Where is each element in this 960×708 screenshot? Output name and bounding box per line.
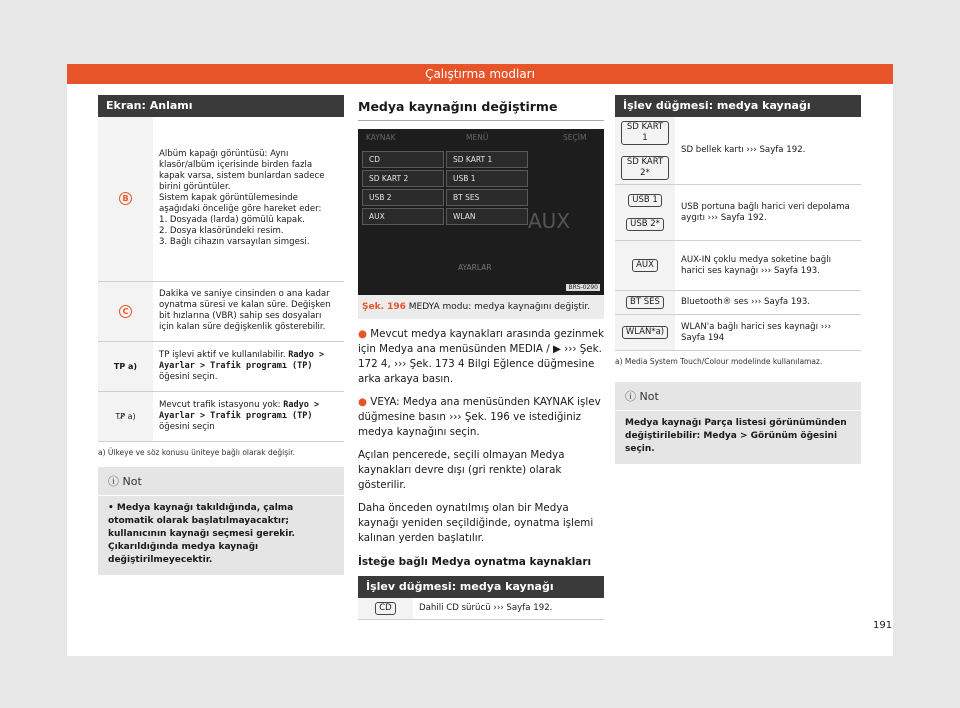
table-row: [615, 185, 861, 241]
usb1-key: USB 1: [628, 194, 662, 207]
table-row: [615, 241, 861, 291]
source-sd2-button[interactable]: SD KART 2: [362, 170, 444, 187]
note-box: [615, 382, 861, 464]
section-heading: Medya kaynağını değiştirme: [358, 95, 604, 121]
source-usb2-button[interactable]: USB 2: [362, 189, 444, 206]
note-title: Not: [122, 474, 142, 488]
paragraph: ● Mevcut medya kaynakları arasında gezinmek için Medya ana menüsünden MEDIA / ▶ ››› Şek. 172 4, ››› Şek. 173 4 Bilgi Eğlence düğmesine arka arkaya basın.: [358, 328, 604, 385]
left-column: [98, 95, 344, 575]
menu-path: Radyo > Ayarlar > Trafik programı (TP): [159, 349, 325, 371]
table-row: [615, 117, 861, 185]
row-text: TP işlevi aktif ve kullanılabilir.: [159, 349, 286, 360]
page-number: 191: [873, 620, 893, 631]
subheading: İsteğe bağlı Medya oynatma kaynakları: [358, 556, 592, 568]
cd-key: CD: [375, 602, 395, 615]
table-row: [98, 391, 344, 441]
paragraph-text: VEYA: Medya ana menüsünden KAYNAK işlev düğmesine basın ››› Şek. 196 ve istediğiniz medya kaynağını seçin.: [358, 396, 601, 438]
usb2-key: USB 2*: [626, 218, 664, 231]
table-row: [358, 598, 604, 620]
chapter-header: Çalıştırma modları: [67, 64, 893, 84]
row-text: Dahili CD sürücü ››› Sayfa 192.: [413, 598, 604, 620]
middle-column: [358, 95, 604, 620]
source-bt-button[interactable]: BT SES: [446, 189, 528, 206]
note-text: Medya kaynağı Parça listesi görünümünden değiştirilebilir: Medya > Görünüm öğesini seçin.: [625, 418, 847, 454]
figure-code: BRS-0290: [568, 284, 598, 291]
menu-path: Radyo > Ayarlar > Trafik programı (TP): [159, 399, 320, 421]
settings-label[interactable]: AYARLAR: [458, 263, 492, 272]
row-text: WLAN'a bağlı harici ses kaynağı ››› Sayfa 194: [675, 315, 861, 351]
source-wlan-button[interactable]: WLAN: [446, 208, 528, 225]
row-text: Dakika ve saniye cinsinden o ana kadar oynatma süresi ve kalan süre. Değişken bit hızlarına (VBR) sahip ses dosyaları için kalan süre değişkenlik gösterebilir.: [153, 281, 344, 341]
wlan-key: WLAN*a): [622, 326, 668, 339]
info-icon: ⓘ: [108, 474, 119, 488]
source-usb1-button[interactable]: USB 1: [446, 170, 528, 187]
footnote: a) Ülkeye ve söz konusu üniteye bağlı olarak değişir.: [98, 447, 295, 457]
display-meaning-table: [98, 117, 344, 442]
note-box: [98, 467, 344, 575]
source-cd-button[interactable]: CD: [362, 151, 444, 168]
paragraph: ● VEYA: Medya ana menüsünden KAYNAK işlev düğmesine basın ››› Şek. 196 ve istediğiniz medya kaynağını seçin.: [358, 396, 601, 438]
table-row: [615, 291, 861, 315]
caption-text: MEDYA modu: medya kaynağını değiştir.: [408, 302, 591, 312]
note-text: • Medya kaynağı takıldığında, çalma otomatik olarak başlatılmayacaktır; kullanıcının kaynağı seçmesi gerekir. Çıkarıldığında medya kaynağı değiştirilmeyecektir.: [108, 502, 295, 565]
paragraph: Açılan pencerede, seçili olmayan Medya kaynakları devre dışı (gri renkte) olarak gösterilir.: [358, 449, 565, 491]
row-text: USB portuna bağlı harici veri depolama aygıtı ››› Sayfa 192.: [675, 185, 861, 241]
tp-off-key: TP̸ a): [98, 391, 153, 441]
marker-c: C: [119, 305, 132, 318]
row-text: Bluetooth® ses ››› Sayfa 193.: [675, 291, 861, 315]
table-title: Ekran: Anlamı: [98, 95, 344, 117]
row-text-tail: öğesini seçin: [159, 421, 215, 432]
table-row: [98, 341, 344, 391]
tab-selection[interactable]: SEÇİM: [563, 133, 587, 142]
source-aux-button[interactable]: AUX: [362, 208, 444, 225]
table-row: [615, 315, 861, 351]
info-icon: ⓘ: [625, 390, 636, 403]
source-sd1-button[interactable]: SD KART 1: [446, 151, 528, 168]
aux-big-label: AUX: [528, 209, 571, 233]
table-title: İşlev düğmesi: medya kaynağı: [358, 576, 604, 598]
sd2-key: SD KART 2*: [621, 156, 669, 180]
bt-key: BT SES: [626, 296, 664, 309]
aux-key: AUX: [632, 259, 658, 272]
tab-source[interactable]: KAYNAK: [366, 133, 396, 142]
row-text: Albüm kapağı görüntüsü: Aynı klasör/albüm içerisinde birden fazla kapak varsa, sistem bunlardan sadece birini görüntüler. Sistem kapak görüntülemesinde aşağıdaki önceliğe göre hareket eder: 1. Dosyada (larda) gömülü kapak. 2. Dosya klasöründeki resim. 3. Bağlı cihazın varsayılan simgesi.: [153, 117, 344, 281]
row-text: SD bellek kartı ››› Sayfa 192.: [675, 117, 861, 185]
footnote: a) Media System Touch/Colour modelinde kullanılamaz.: [615, 357, 823, 366]
row-text: AUX-IN çoklu medya soketine bağlı harici ses kaynağı ››› Sayfa 193.: [675, 241, 861, 291]
figure-caption: [358, 295, 604, 319]
paragraph: Daha önceden oynatılmış olan bir Medya kaynağı yeniden seçildiğinde, oynatma işlemi kalınan yerden başlatılır.: [358, 502, 594, 544]
sd1-key: SD KART 1: [621, 121, 669, 145]
row-text: Mevcut trafik istasyonu yok:: [159, 399, 281, 410]
table-row: [98, 281, 344, 341]
tp-key: TP a): [98, 341, 153, 391]
figure-ref: Şek. 196: [362, 302, 406, 312]
table-row: [98, 117, 344, 281]
infotainment-screenshot: [358, 129, 604, 295]
media-source-table: [358, 598, 604, 620]
table-title: İşlev düğmesi: medya kaynağı: [615, 95, 861, 117]
note-title: Not: [639, 390, 659, 403]
marker-b: B: [119, 192, 132, 205]
tab-menu[interactable]: MENÜ: [466, 133, 489, 142]
media-source-table: [615, 117, 861, 351]
paragraph-text: Mevcut medya kaynakları arasında gezinmek için Medya ana menüsünden MEDIA / ▶ ››› Şek. 172 4, ››› Şek. 173 4 Bilgi Eğlence düğmesine arka arkaya basın.: [358, 328, 604, 385]
row-text-tail: öğesini seçin.: [159, 371, 218, 382]
right-column: [615, 95, 861, 464]
